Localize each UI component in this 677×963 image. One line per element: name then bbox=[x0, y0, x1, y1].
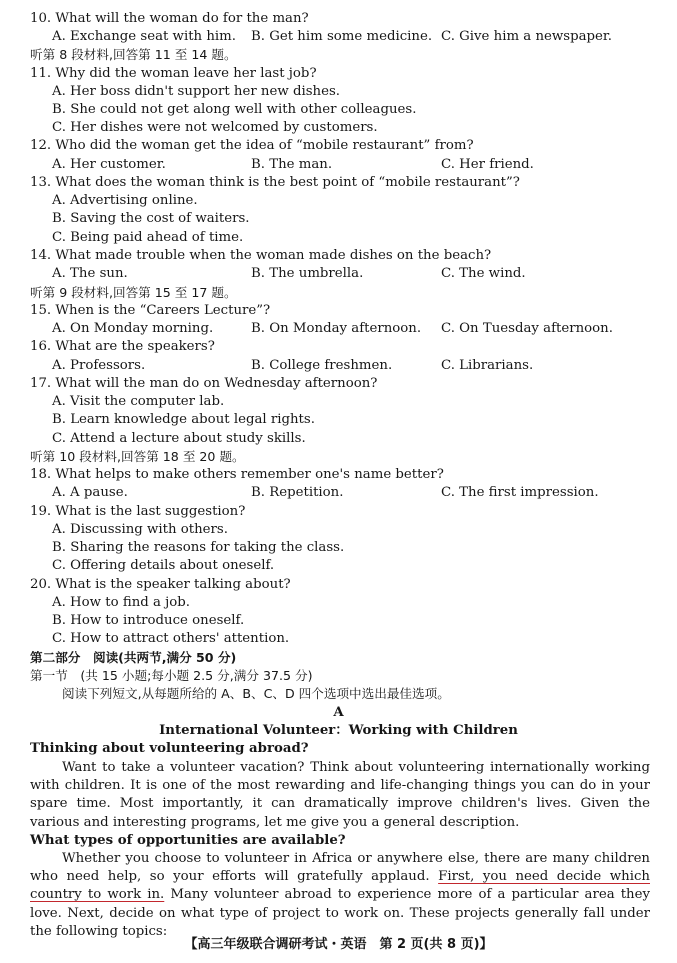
q18-option-b: B. Repetition. bbox=[251, 485, 344, 500]
passage-paragraph-1 bbox=[30, 759, 650, 832]
q12-option-b: B. The man. bbox=[251, 157, 333, 172]
q19-option-a: A. Discussing with others. bbox=[52, 522, 228, 537]
passage-heading-2: What types of opportunities are available? bbox=[30, 833, 346, 848]
q18-question: 18. What helps to make others remember one's name better? bbox=[30, 467, 444, 482]
q14-option-b: B. The umbrella. bbox=[251, 266, 364, 281]
q16-option-b: B. College freshmen. bbox=[251, 358, 393, 373]
q16-option-a: A. Professors. bbox=[52, 358, 146, 373]
q15-option-a: A. On Monday morning. bbox=[52, 321, 214, 336]
q17-option-a: A. Visit the computer lab. bbox=[52, 394, 225, 409]
passage-heading-1: Thinking about volunteering abroad? bbox=[30, 741, 309, 756]
q12-option-c: C. Her friend. bbox=[441, 157, 534, 172]
q19-option-b: B. Sharing the reasons for taking the class. bbox=[52, 540, 345, 555]
q11-option-a: A. Her boss didn't support her new dishes. bbox=[52, 84, 341, 99]
q19-option-c: C. Offering details about oneself. bbox=[52, 558, 275, 573]
section-8-instruction: 听第 8 段材料,回答第 11 至 14 题。 bbox=[30, 47, 237, 62]
paragraph-2-end: Many volunteer abroad to experience more of a particular area they love. Next, decide on what type of project to work on. These projects generally fall under the following topics: bbox=[30, 887, 651, 939]
paragraph-2-start: Whether you choose to volunteer in Africa or anywhere else, there are many children who need help, so your efforts will gratefully applaud. bbox=[30, 851, 650, 885]
part-2-heading: 第二部分 阅读(共两节,满分 50 分) bbox=[30, 650, 237, 665]
q19-question: 19. What is the last suggestion? bbox=[30, 504, 246, 519]
q17-option-b: B. Learn knowledge about legal rights. bbox=[52, 412, 315, 427]
q13-option-c: C. Being paid ahead of time. bbox=[52, 230, 244, 245]
q12-question: 12. Who did the woman get the idea of “mobile restaurant” from? bbox=[30, 138, 474, 153]
q13-question: 13. What does the woman think is the best point of “mobile restaurant”? bbox=[30, 175, 520, 190]
q10-option-b: B. Get him some medicine. bbox=[251, 29, 433, 44]
passage-letter: A bbox=[333, 705, 344, 720]
q13-option-a: A. Advertising online. bbox=[52, 193, 198, 208]
q20-question: 20. What is the speaker talking about? bbox=[30, 577, 291, 592]
q20-option-c: C. How to attract others' attention. bbox=[52, 631, 290, 646]
q11-question: 11. Why did the woman leave her last job? bbox=[30, 66, 317, 81]
page-footer: 【高三年级联合调研考试・英语 第 2 页(共 8 页)】 bbox=[184, 937, 493, 952]
q11-option-c: C. Her dishes were not welcomed by customers. bbox=[52, 120, 378, 135]
q17-question: 17. What will the man do on Wednesday afternoon? bbox=[30, 376, 378, 391]
q10-question: 10. What will the woman do for the man? bbox=[30, 11, 309, 26]
q14-option-a: A. The sun. bbox=[52, 266, 128, 281]
q14-question: 14. What made trouble when the woman made dishes on the beach? bbox=[30, 248, 492, 263]
q15-option-c: C. On Tuesday afternoon. bbox=[441, 321, 613, 336]
q18-option-c: C. The first impression. bbox=[441, 485, 599, 500]
passage-title: International Volunteer：Working with Children bbox=[159, 723, 518, 738]
section-1-heading: 第一节 (共 15 小题;每小题 2.5 分,满分 37.5 分) bbox=[30, 668, 313, 683]
q15-option-b: B. On Monday afternoon. bbox=[251, 321, 422, 336]
q18-option-a: A. A pause. bbox=[52, 485, 128, 500]
underlined-sentence: First, you need decide which country to work in. bbox=[30, 869, 650, 903]
q12-option-a: A. Her customer. bbox=[52, 157, 166, 172]
q10-option-a: A. Exchange seat with him. bbox=[52, 29, 236, 44]
q20-option-a: A. How to find a job. bbox=[52, 595, 191, 610]
section-10-instruction: 听第 10 段材料,回答第 18 至 20 题。 bbox=[30, 449, 245, 464]
passage-paragraph-2 bbox=[30, 850, 650, 941]
paragraph-1-text: Want to take a volunteer vacation? Think about volunteering internationally working with children. It is one of the most rewarding and life-changing things you can do in your spare time. Most importantly, it can dramatically improve children's lives. Given the various and interesting programs, let me give you a general description. bbox=[30, 760, 650, 830]
q16-question: 16. What are the speakers? bbox=[30, 339, 215, 354]
q10-option-c: C. Give him a newspaper. bbox=[441, 29, 613, 44]
reading-instruction: 阅读下列短文,从每题所给的 A、B、C、D 四个选项中选出最佳选项。 bbox=[62, 686, 450, 701]
section-9-instruction: 听第 9 段材料,回答第 15 至 17 题。 bbox=[30, 285, 237, 300]
q13-option-b: B. Saving the cost of waiters. bbox=[52, 211, 250, 226]
q14-option-c: C. The wind. bbox=[441, 266, 526, 281]
q11-option-b: B. She could not get along well with other colleagues. bbox=[52, 102, 417, 117]
q15-question: 15. When is the “Careers Lecture”? bbox=[30, 303, 271, 318]
q16-option-c: C. Librarians. bbox=[441, 358, 534, 373]
q20-option-b: B. How to introduce oneself. bbox=[52, 613, 245, 628]
q17-option-c: C. Attend a lecture about study skills. bbox=[52, 431, 306, 446]
